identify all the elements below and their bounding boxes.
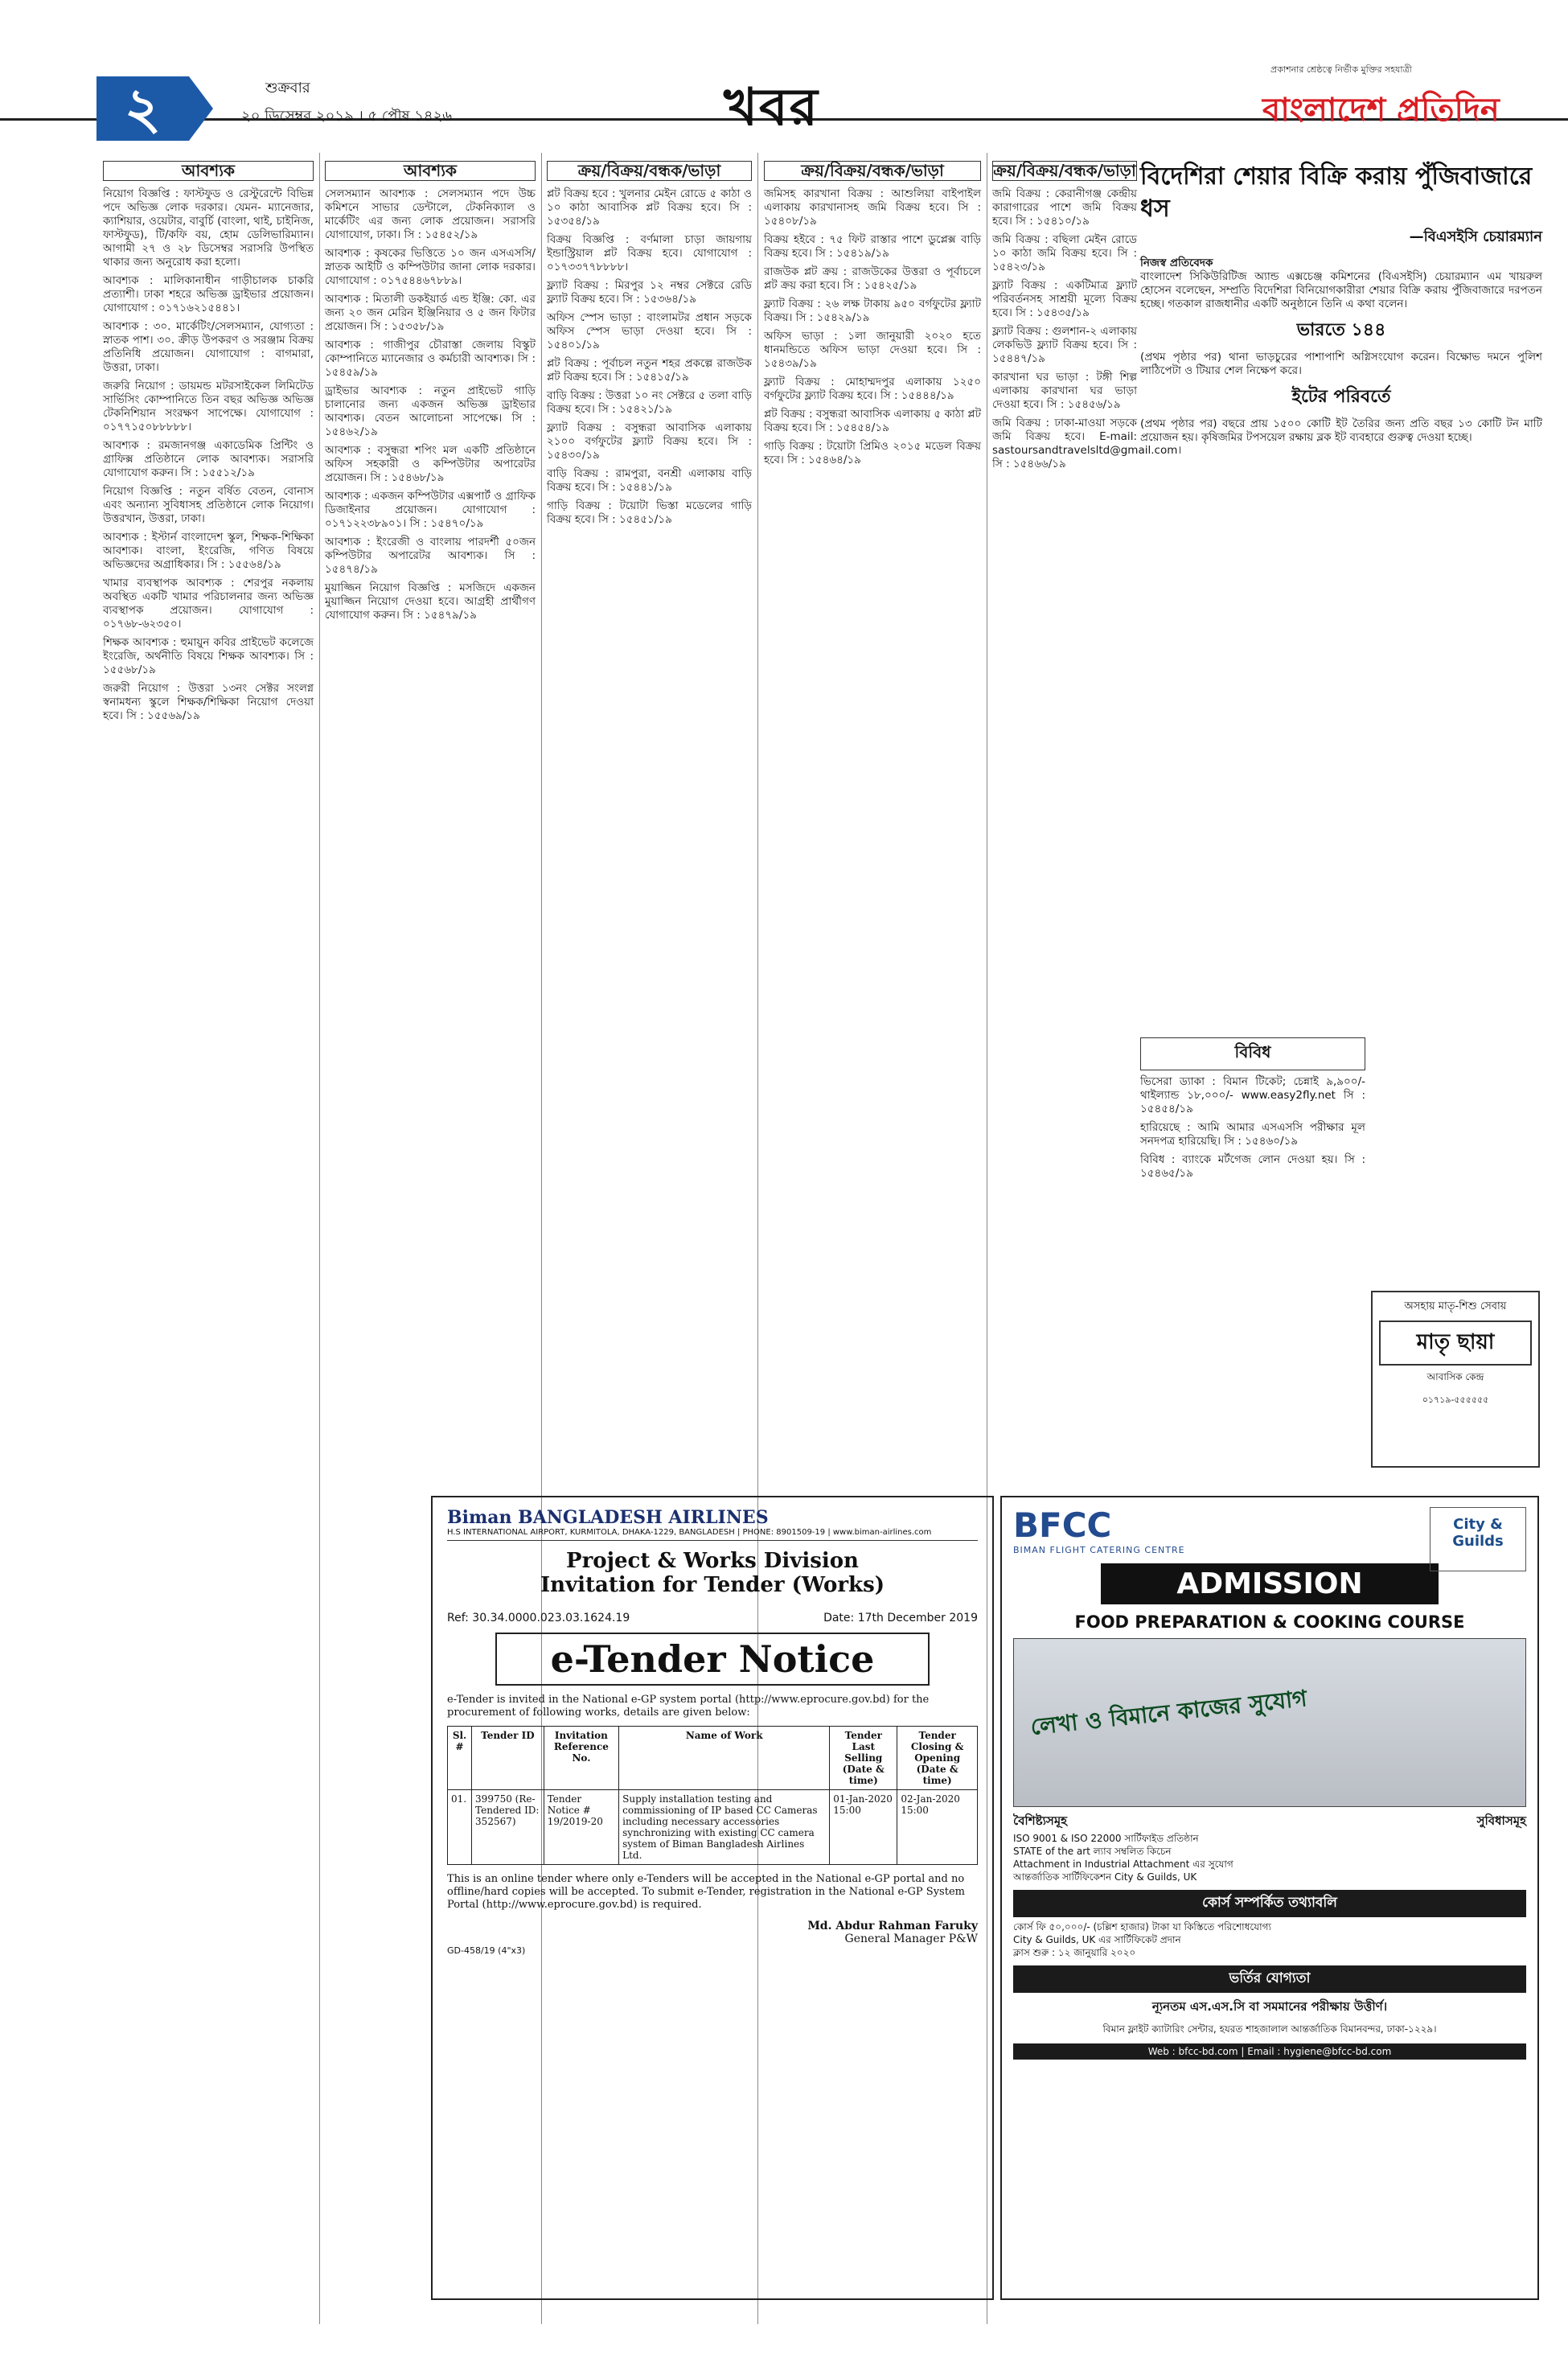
classified-ad: অফিস স্পেস ভাড়া : বাংলামটর প্রধান সড়কে অফিস স্পেস ভাড়া দেওয়া হবে। সি : ১৫৪০১/১৯ <box>547 311 752 351</box>
classified-ad: জমি বিক্রয় : কেরানীগঞ্জ কেন্দ্রীয় কারাগারের পাশে জমি বিক্রয় হবে। সি : ১৫৪১০/১৯ <box>992 187 1137 228</box>
feature-item: আন্তর্জাতিক সার্টিফিকেশন City & Guilds, UK <box>1013 1871 1197 1883</box>
classified-ad: প্লট বিক্রয় : বসুন্ধরা আবাসিক এলাকায় ৫ কাঠা প্লট বিক্রয় হবে। সি : ১৫৪৫৪/১৯ <box>764 408 981 434</box>
news-body-2: (প্রথম পৃষ্ঠার পর) বছরে প্রায় ১৫০০ কোটি ইট তৈরির জন্য প্রতি বছর ১৩ কোটি টন মাটি প্রয়োজন হয়। কৃষিজমির টপসয়েল রক্ষায় ব্লক ইট ব্যবহারে গুরুত্ব দেওয়া হচ্ছে। <box>1140 417 1542 444</box>
classified-column-4 <box>764 161 981 472</box>
bfcc-admission-ad <box>1000 1496 1539 2300</box>
feature-item: Attachment in Industrial Attachment এর সুযোগ <box>1013 1859 1233 1870</box>
features-left-head: বৈশিষ্ট্যসমূহ <box>1013 1813 1068 1828</box>
classified-ad: বিবিধ : ব্যাংকে মর্টগেজ লোন দেওয়া হয়। সি : ১৫৪৬৫/১৯ <box>1140 1153 1365 1180</box>
course-info-item: ক্লাস শুরু : ১২ জানুয়ারি ২০২০ <box>1013 1947 1136 1958</box>
classified-ad: অফিস ভাড়া : ১লা জানুয়ারী ২০২০ হতে ধানমন্ডিতে অফিস ভাড়া দেওয়া হবে। সি : ১৫৪৩৯/১৯ <box>764 330 981 370</box>
classified-ad: ফ্ল্যাট বিক্রয় : গুলশান-২ এলাকায় লেকভিউ ফ্ল্যাট বিক্রয় হবে। সি : ১৫৪৪৭/১৯ <box>992 325 1137 365</box>
classified-ad: গাড়ি বিক্রয় : টয়োটা প্রিমিও ২০১৫ মডেল বিক্রয় হবে। সি : ১৫৪৬৪/১৯ <box>764 440 981 466</box>
students-photo <box>1013 1638 1526 1807</box>
table-header: Tender Last Selling (Date & time) <box>830 1727 897 1790</box>
classified-ad: জমিসহ কারখানা বিক্রয় : আশুলিয়া বাইপাইল এলাকায় কারখানাসহ জমি বিক্রয় হবে। সি : ১৫৪০৮/১৯ <box>764 187 981 228</box>
tender-footer: This is an online tender where only e-Tenders will be accepted in the National e-GP portal and no offline/hard copies will be accepted. To submit e-Tender, registration in the National e-GP System Portal (http://www.eprocure.gov.bd) is required. <box>447 1873 965 1911</box>
table-cell: 01. <box>448 1790 472 1865</box>
classified-ad: ফ্ল্যাট বিক্রয় : একটিমাত্র ফ্ল্যাট পরিবর্তনসহ সাশ্রয়ী মূল্যে বিক্রয় হবে। সি : ১৫৪৩৫/১৯ <box>992 279 1137 319</box>
classified-ad: আবশ্যক : মালিকানাধীন গাড়ীচালক চাকরি প্রত্যাশী। ঢাকা শহরে অভিজ্ঞ ড্রাইভার প্রয়োজন। যোগাযোগ : ০১৭১৬২১৫৪৪১। <box>103 274 314 314</box>
brand-tagline: প্রকাশনার শ্রেষ্ঠত্বে নির্ভীক মুক্তির সহযাত্রী <box>1270 64 1412 75</box>
classified-ad: সেলসম্যান আবশ্যক : সেলসম্যান পদে উচ্চ কমিশনে সাভার ডেন্টালে, টেকনিক্যাল ও মার্কেটিং এর জন্য লোক প্রয়োজন। সরাসরি যোগাযোগ, ঢাকা। সি : ১৫৪৫২/১৯ <box>325 187 536 241</box>
column-head: ক্রয়/বিক্রয়/বন্ধক/ভাড়া <box>547 161 752 181</box>
table-header: Name of Work <box>619 1727 830 1790</box>
classified-ad: ভিসেরা ড্যাকা : বিমান টিকেট; চেন্নাই ৯,৯০০/- থাইল্যান্ড ১৮,০০০/- www.easy2fly.net সি : ১৫৪৫৪/১৯ <box>1140 1075 1365 1115</box>
column-head: ক্রয়/বিক্রয়/বন্ধক/ভাড়া <box>993 161 1136 180</box>
misc-classifieds <box>1140 1037 1365 1185</box>
tender-title: e-Tender Notice <box>495 1633 930 1686</box>
classified-ad: প্লট বিক্রয় হবে : খুলনার মেইন রোডে ৫ কাঠা ও ১০ কাঠা আবাসিক প্লট বিক্রয় হবে। সি : ১৫৩৫৪/১৯ <box>547 187 752 228</box>
table-cell: 399750 (Re-Tendered ID: 352567) <box>472 1790 544 1865</box>
gd-code: GD-458/19 (4"x3) <box>447 1945 526 1956</box>
matri-subtitle: আবাসিক কেন্দ্র <box>1426 1371 1484 1382</box>
biman-logo: Biman BANGLADESH AIRLINES <box>447 1507 769 1528</box>
features-right-head: সুবিধাসমূহ <box>1476 1813 1526 1828</box>
brand-logo: বাংলাদেশ প্রতিদিন <box>1262 91 1500 129</box>
classified-ad: আবশ্যক : একজন কম্পিউটার এক্সপার্ট ও গ্রাফিক ডিজাইনার প্রয়োজন। যোগাযোগ : ০১৭১২২৩৮৯০১। সি : ১৫৪৭০/১৯ <box>325 490 536 530</box>
classified-ad: আবশ্যক : ৩০. মার্কেটিং/সেলসম্যান, যোগ্যতা : স্নাতক পাশ। ৩০. ক্রীড় উপকরণ ও সরঞ্জাম বিক্রয় প্রতিনিধি প্রয়োজন। যোগাযোগ : বাগমারা, উত্তরা, ঢাকা। <box>103 320 314 374</box>
classified-ad: ফ্ল্যাট বিক্রয় : বসুন্ধরা আবাসিক এলাকায় ২১০০ বর্গফুটের ফ্ল্যাট বিক্রয় হবে। সি : ১৫৪৩০/১৯ <box>547 421 752 462</box>
column-head: ক্রয়/বিক্রয়/বন্ধক/ভাড়া <box>764 161 981 181</box>
table-header: Tender ID <box>472 1727 544 1790</box>
classified-ad: রাজউক প্লট ক্রয় : রাজউকের উত্তরা ও পূর্বাচলে প্লট ক্রয় করা হবে। সি : ১৫৪২৫/১৯ <box>764 265 981 292</box>
tender-division: Project & Works Division <box>566 1549 859 1573</box>
table-cell: 02-Jan-2020 15:00 <box>897 1790 978 1865</box>
classified-ad: খামার ব্যবস্থাপক আবশ্যক : শেরপুর নকলায় অবস্থিত একটি খামার পরিচালনার জন্য অভিজ্ঞ ব্যবস্থাপক প্রয়োজন। যোগাযোগ : ০১৭৬৮-৬২৩৫০। <box>103 577 314 630</box>
photo-caption: লেখা ও বিমানে কাজের সুযোগ <box>1029 1685 1308 1740</box>
features-heads <box>1013 1812 1526 1832</box>
table-header: Invitation Reference No. <box>544 1727 618 1790</box>
classified-ad: প্লট বিক্রয় : পূর্বাচল নতুন শহর প্রকল্পে রাজউক প্লট বিক্রয় হবে। সি : ১৫৪১৫/১৯ <box>547 357 752 384</box>
classified-ad: জরুরী নিয়োগ : উত্তরা ১৩নং সেক্টর সংলগ্ন স্বনামধন্য স্কুলে শিক্ষক/শিক্ষিকা নিয়োগ দেওয়া হবে। সি : ১৫৫৬৯/১৯ <box>103 682 314 722</box>
classified-ad: আবশ্যক : গাজীপুর চৌরাস্তা জেলায় বিস্কুট কোম্পানিতে ম্যানেজার ও কর্মচারী আবশ্যক। সি : ১৫৪৫৯/১৯ <box>325 339 536 379</box>
classified-ad: আবশ্যক : ইস্টার্ন বাংলাদেশ স্কুল, শিক্ষক-শিক্ষিকা আবশ্যক। বাংলা, ইংরেজি, গণিত বিষয়ে অভিজ্ঞদের অগ্রাধিকার। সি : ১৫৫৬৪/১৯ <box>103 531 314 571</box>
city-guilds-logo: City & Guilds <box>1430 1507 1526 1571</box>
bfcc-contact: Web : bfcc-bd.com | Email : hygiene@bfcc-bd.com <box>1013 2043 1526 2060</box>
classified-ad: কারখানা ঘর ভাড়া : টঙ্গী শিল্প এলাকায় কারখানা ঘর ভাড়া দেওয়া হবে। সি : ১৫৪৫৬/১৯ <box>992 371 1137 411</box>
classified-ad: ড্রাইভার আবশ্যক : নতুন প্রাইভেট গাড়ি চালানোর জন্য একজন অভিজ্ঞ ড্রাইভার আবশ্যক। বেতন আলোচনা সাপেক্ষে। সি : ১৫৪৬২/১৯ <box>325 384 536 438</box>
classified-ad: ফ্ল্যাট বিক্রয় : ২৬ লক্ষ টাকায় ৯৫০ বর্গফুটের ফ্ল্যাট বিক্রয়। সি : ১৫৪২৯/১৯ <box>764 298 981 324</box>
classified-ad: শিক্ষক আবশ্যক : হুমায়ুন কবির প্রাইভেট কলেজে ইংরেজি, অর্থনীতি বিষয়ে শিক্ষক আবশ্যক। সি : ১৫৫৬৮/১৯ <box>103 636 314 676</box>
qualification-text: ন্যূনতম এস.এস.সি বা সমমানের পরীক্ষায় উত্তীর্ণ। <box>1151 1999 1388 2014</box>
page-number-arrow <box>189 76 213 141</box>
classified-ad: আবশ্যক : ইংরেজী ও বাংলায় পারদর্শী ৫০জন কম্পিউটার অপারেটর আবশ্যক। সি : ১৫৪৭৪/১৯ <box>325 536 536 576</box>
classified-ad: জমি বিক্রয় : বছিলা মেইন রোডে ১০ কাঠা জমি বিক্রয় হবে। সি : ১৫৪২৩/১৯ <box>992 233 1137 273</box>
issue-day: শুক্রবার <box>265 80 310 97</box>
classified-ad: আবশ্যক : বসুন্ধরা শপিং মল একটি প্রতিষ্ঠানে অফিস সহকারী ও কম্পিউটার অপারেটর প্রয়োজন। সি : ১৫৪৬৮/১৯ <box>325 444 536 484</box>
table-header: Tender Closing & Opening (Date & time) <box>897 1727 978 1790</box>
misc-head: বিবিধ <box>1140 1037 1365 1070</box>
signer-title: General Manager P&W <box>844 1932 978 1945</box>
classified-ad: জমি বিক্রয় : ঢাকা-মাওয়া সড়কে জমি বিক্রয় হবে। E-mail: sastoursandtravelsltd@gmail.com। সি : ১৫৪৬৬/১৯ <box>992 417 1182 470</box>
table-header-row <box>448 1727 978 1790</box>
classified-ad: মুয়াজ্জিন নিয়োগ বিজ্ঞপ্তি : মসজিদে একজন মুয়াজ্জিন নিয়োগ দেওয়া হবে। আগ্রহী প্রার্থীগণ যোগাযোগ করুন। সি : ১৫৪৭৯/১৯ <box>325 581 536 622</box>
news-side-title: ভারতে ১৪৪ <box>1296 320 1386 340</box>
tender-table <box>447 1726 978 1865</box>
column-head: আবশ্যক <box>103 161 314 181</box>
matri-top-line: অসহায় মাতৃ-শিশু সেবায় <box>1404 1300 1507 1312</box>
classified-ad: গাড়ি বিক্রয় : টয়োটা ভিস্তা মডেলের গাড়ি বিক্রয় হবে। সি : ১৫৪৫১/১৯ <box>547 499 752 526</box>
classified-ad: জরুরি নিয়োগ : ডায়মন্ড মটরসাইকেল লিমিটেড সার্ভিসিং কোম্পানিতে তিন বছর অভিজ্ঞ অভিজ্ঞ টেকনিশিয়ান সংরক্ষণ সাপেক্ষে। যোগাযোগ : ০১৭৭১৫০৮৮৮৮৮। <box>103 380 314 433</box>
tender-date: Date: 17th December 2019 <box>823 1612 978 1624</box>
feature-item: STATE of the art ল্যাব সম্বলিত কিচেন <box>1013 1846 1172 1857</box>
signer-name: Md. Abdur Rahman Faruky <box>807 1920 978 1932</box>
matri-chhaya-ad <box>1371 1291 1540 1468</box>
course-title: FOOD PREPARATION & COOKING COURSE <box>1074 1612 1465 1632</box>
classified-ad: হারিয়েছে : আমি আমার এসএসসি পরীক্ষার মূল সনদপত্র হারিয়েছি। সি : ১৫৪৬০/১৯ <box>1140 1121 1365 1148</box>
news-side-body: (প্রথম পৃষ্ঠার পর) থানা ভাড়চুরের পাশাপাশি অগ্নিসংযোগ করেন। বিক্ষোভ দমনে পুলিশ লাঠিপেটা ও টিয়ার শেল নিক্ষেপ করে। <box>1140 351 1542 377</box>
course-info-item: City & Guilds, UK এর সার্টিফিকেট প্রদান <box>1013 1934 1181 1945</box>
classified-ad: আবশ্যক : কৃষকের ভিত্তিতে ১০ জন এসএসসি/স্নাতক আইটি ও কম্পিউটার জানা লোক দরকার। যোগাযোগ : ০১৭৫৪৪৬৭৮৮৯। <box>325 247 536 287</box>
classified-column-3 <box>547 161 752 532</box>
bfcc-fullname: BIMAN FLIGHT CATERING CENTRE <box>1013 1545 1185 1555</box>
matri-name: মাতৃ ছায়া <box>1379 1320 1532 1366</box>
news-byline: নিজস্ব প্রতিবেদক <box>1140 257 1213 269</box>
biman-tender-notice <box>431 1496 994 2300</box>
tender-ref-row <box>447 1612 978 1624</box>
classified-column-2b <box>325 161 536 627</box>
news-headline: বিদেশিরা শেয়ার বিক্রি করায় পুঁজিবাজারে ধস <box>1140 162 1533 223</box>
news-subhead: —বিএসইসি চেয়ারম্যান <box>1409 228 1542 245</box>
classified-ad: বাড়ি বিক্রয় : রামপুরা, বনশ্রী এলাকায় বাড়ি বিক্রয় হবে। সি : ১৫৪৪১/১৯ <box>547 467 752 494</box>
qualification-bar: ভর্তির যোগ্যতা <box>1013 1965 1526 1993</box>
course-info-item: কোর্স ফি ৫০,০০০/- (চল্লিশ হাজার) টাকা যা কিস্তিতে পরিশোধযোগ্য <box>1013 1921 1271 1932</box>
page-header <box>0 0 1568 142</box>
table-row <box>448 1790 978 1865</box>
classified-ad: বিক্রয় হইবে : ৭৫ ফিট রাস্তার পাশে ডুপ্লেক্স বাড়ি বিক্রয় হবে। সি : ১৫৪১৯/১৯ <box>764 233 981 260</box>
page-number: ২ <box>96 76 189 141</box>
bfcc-address: বিমান ফ্লাইট ক্যাটারিং সেন্টার, হযরত শাহজালাল আন্তর্জাতিক বিমানবন্দর, ঢাকা-১২২৯। <box>1102 2023 1437 2035</box>
matri-phone: ০১৭১৯-৫৫৫৫৫৫ <box>1422 1394 1489 1405</box>
classified-ad: বিক্রয় বিজ্ঞপ্তি : বর্ণমালা চাড়া জায়গায় ইন্ডাস্ট্রিয়াল প্লট বিক্রয় হবে। যোগাযোগ : ০১৭৩৩৭৭৮৮৮৮। <box>547 233 752 273</box>
news-body: বাংলাদেশ সিকিউরিটিজ অ্যান্ড এক্সচেঞ্জ কমিশনের (বিএসইসি) চেয়ারম্যান এম খায়রুল হোসেন বলেছেন, সম্প্রতি বিদেশিরা বিনিয়োগকারীরা শেয়ার বিক্রি করায় পুঁজিবাজারে দরপতন হচ্ছে। গতকাল রাজধানীর একটি অনুষ্ঠানে তিনি এ কথা বলেন। <box>1140 270 1542 310</box>
table-cell: Tender Notice # 19/2019-20 <box>544 1790 618 1865</box>
biman-address: H.S INTERNATIONAL AIRPORT, KURMITOLA, DHAKA-1229, BANGLADESH | PHONE: 8901509-19 | www.biman-airlines.com <box>447 1528 978 1541</box>
tender-intro: e-Tender is invited in the National e-GP system portal (http://www.eprocure.gov.bd) for the procurement of following works, details are given below: <box>447 1694 930 1719</box>
section-title: খবর <box>724 78 819 138</box>
table-cell: 01-Jan-2020 15:00 <box>830 1790 897 1865</box>
classified-ad: ফ্ল্যাট বিক্রয় : মিরপুর ১২ নম্বর সেক্টরে রেডি ফ্ল্যাট বিক্রয় হবে। সি : ১৫৩৬৪/১৯ <box>547 279 752 306</box>
news-title-2: ইটের পরিবর্তে <box>1291 387 1391 407</box>
tender-ref: Ref: 30.34.0000.023.03.1624.19 <box>447 1612 630 1624</box>
table-cell: Supply installation testing and commissioning of IP based CC Cameras including necessary accessories synchronizing with existing CC camera system of Biman Bangladesh Airlines Ltd. <box>619 1790 830 1865</box>
classified-ad: নিয়োগ বিজ্ঞপ্তি : ফাস্টফুড ও রেস্টুরেন্টে বিভিন্ন পদে অভিজ্ঞ লোক দরকার। যেমন- ম্যানেজার, ক্যাশিয়ার, ওয়েটার, বাবুর্চি (বাংলা, থাই, চাইনিজ, ফাস্টফুড), টি/কফি বয়, হোম ডেলিভারিম্যান। আগামী ২৭ ও ২৮ ডিসেম্বর সরাসরি উপস্থিত থাকার জন্য অনুরোধ করা হলো। <box>103 187 314 269</box>
classified-ad: আবশ্যক : মিতালী ডকইয়ার্ড এন্ড ইঞ্জি: কো. এর জন্য ২০ জন মেরিন ইঞ্জিনিয়ার ও ৫ জন ফিটার প্রয়োজন। সি : ১৫৩৫৮/১৯ <box>325 293 536 333</box>
classified-ad: ফ্ল্যাট বিক্রয় : মোহাম্মদপুর এলাকায় ১২৫০ বর্গফুটের ফ্ল্যাট বিক্রয় হবে। সি : ১৫৪৪৪/১৯ <box>764 376 981 402</box>
news-story <box>1140 161 1542 445</box>
classified-ad: আবশ্যক : রমজানগঞ্জ একাডেমিক প্রিন্টিং ও গ্রাফিক্স প্রতিষ্ঠানে লোক আবশ্যক। সরাসরি যোগাযোগ করুন। সি : ১৫৫১২/১৯ <box>103 439 314 479</box>
classified-ad: বাড়ি বিক্রয় : উত্তরা ১০ নং সেক্টরে ৫ তলা বাড়ি বিক্রয় হবে। সি : ১৫৪২১/১৯ <box>547 389 752 416</box>
classified-ad: নিয়োগ বিজ্ঞপ্তি : নতুন বর্ষিত বেতন, বোনাস এবং অন্যান্য সুবিধাসহ প্রতিষ্ঠানে লোক নিয়োগ। উত্তরখান, উত্তরা, ঢাকা। <box>103 485 314 525</box>
tender-signature <box>447 1920 978 1945</box>
bfcc-logo: BFCC <box>1013 1505 1112 1545</box>
tender-invitation: Invitation for Tender (Works) <box>540 1573 885 1597</box>
issue-date: ২০ ডিসেম্বর ২০১৯ । ৫ পৌষ ১৪২৬ <box>241 108 453 125</box>
admission-banner: ADMISSION <box>1101 1563 1439 1604</box>
table-header: Sl. # <box>448 1727 472 1790</box>
course-info-bar: কোর্স সম্পর্কিত তথ্যাবলি <box>1013 1890 1526 1917</box>
classified-column-1 <box>103 161 314 728</box>
column-head: আবশ্যক <box>325 161 536 181</box>
feature-item: ISO 9001 & ISO 22000 সার্টিফাইড প্রতিষ্ঠান <box>1013 1833 1199 1844</box>
column-rule <box>319 153 320 2324</box>
